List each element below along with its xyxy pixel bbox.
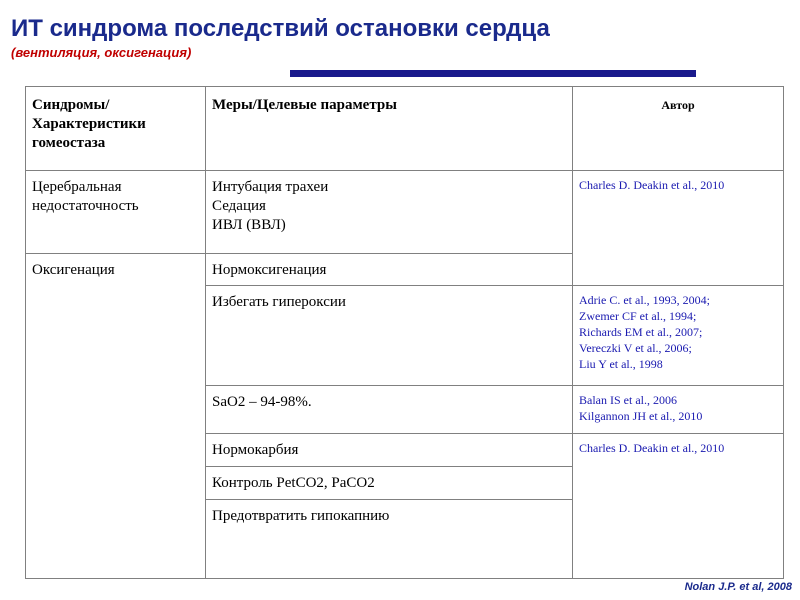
- measures-cell: SaO2 – 94-98%.: [206, 386, 573, 434]
- author-cell: [573, 386, 784, 434]
- header-syndromes-line: гомеостаза: [32, 135, 106, 151]
- header-syndromes-line: Характеристики: [32, 116, 146, 132]
- measures-cell: Избегать гипероксии: [206, 286, 573, 386]
- header-syndromes: [26, 87, 206, 171]
- syndrome-line: недостаточность: [32, 198, 139, 214]
- measure-line: Интубация трахеи: [212, 179, 329, 195]
- slide-subtitle: (вентиляция, оксигенация): [11, 45, 192, 60]
- measures-cell: [206, 171, 573, 254]
- title-underline-bar: [290, 70, 696, 77]
- measures-cell: Предотвратить гипокапнию: [206, 500, 573, 579]
- header-author: Автор: [573, 87, 784, 171]
- syndrome-line: Церебральная: [32, 179, 122, 195]
- header-measures: Меры/Целевые параметры: [206, 87, 573, 171]
- measures-cell: Нормоксигенация: [206, 254, 573, 286]
- table-row: [26, 171, 784, 254]
- author-line: Zwemer CF et al., 1994;: [579, 309, 697, 323]
- author-line: Richards EM et al., 2007;: [579, 325, 703, 339]
- table-header-row: [26, 87, 784, 171]
- author-cell: Charles D. Deakin et al., 2010: [573, 434, 784, 579]
- author-line: Adrie C. et al., 1993, 2004;: [579, 293, 710, 307]
- measure-line: Седация: [212, 198, 266, 214]
- author-line: Liu Y et al., 1998: [579, 357, 663, 371]
- slide-title: ИТ синдрома последствий остановки сердца: [11, 15, 550, 42]
- source-citation: Nolan J.P. et al, 2008: [684, 581, 792, 593]
- header-syndromes-line: Синдромы/: [32, 97, 110, 113]
- measures-cell: Нормокарбия: [206, 434, 573, 467]
- author-line: Vereczki V et al., 2006;: [579, 341, 692, 355]
- author-cell: [573, 286, 784, 386]
- syndrome-cell: [26, 171, 206, 254]
- author-line: Balan IS et al., 2006: [579, 393, 677, 407]
- author-cell: Charles D. Deakin et al., 2010: [573, 171, 784, 286]
- measures-cell: Контроль PetCO2, PaCO2: [206, 467, 573, 500]
- measure-line: ИВЛ (ВВЛ): [212, 217, 286, 233]
- author-line: Kilgannon JH et al., 2010: [579, 409, 703, 423]
- treatment-table: [25, 86, 784, 579]
- syndrome-cell: Оксигенация: [26, 254, 206, 579]
